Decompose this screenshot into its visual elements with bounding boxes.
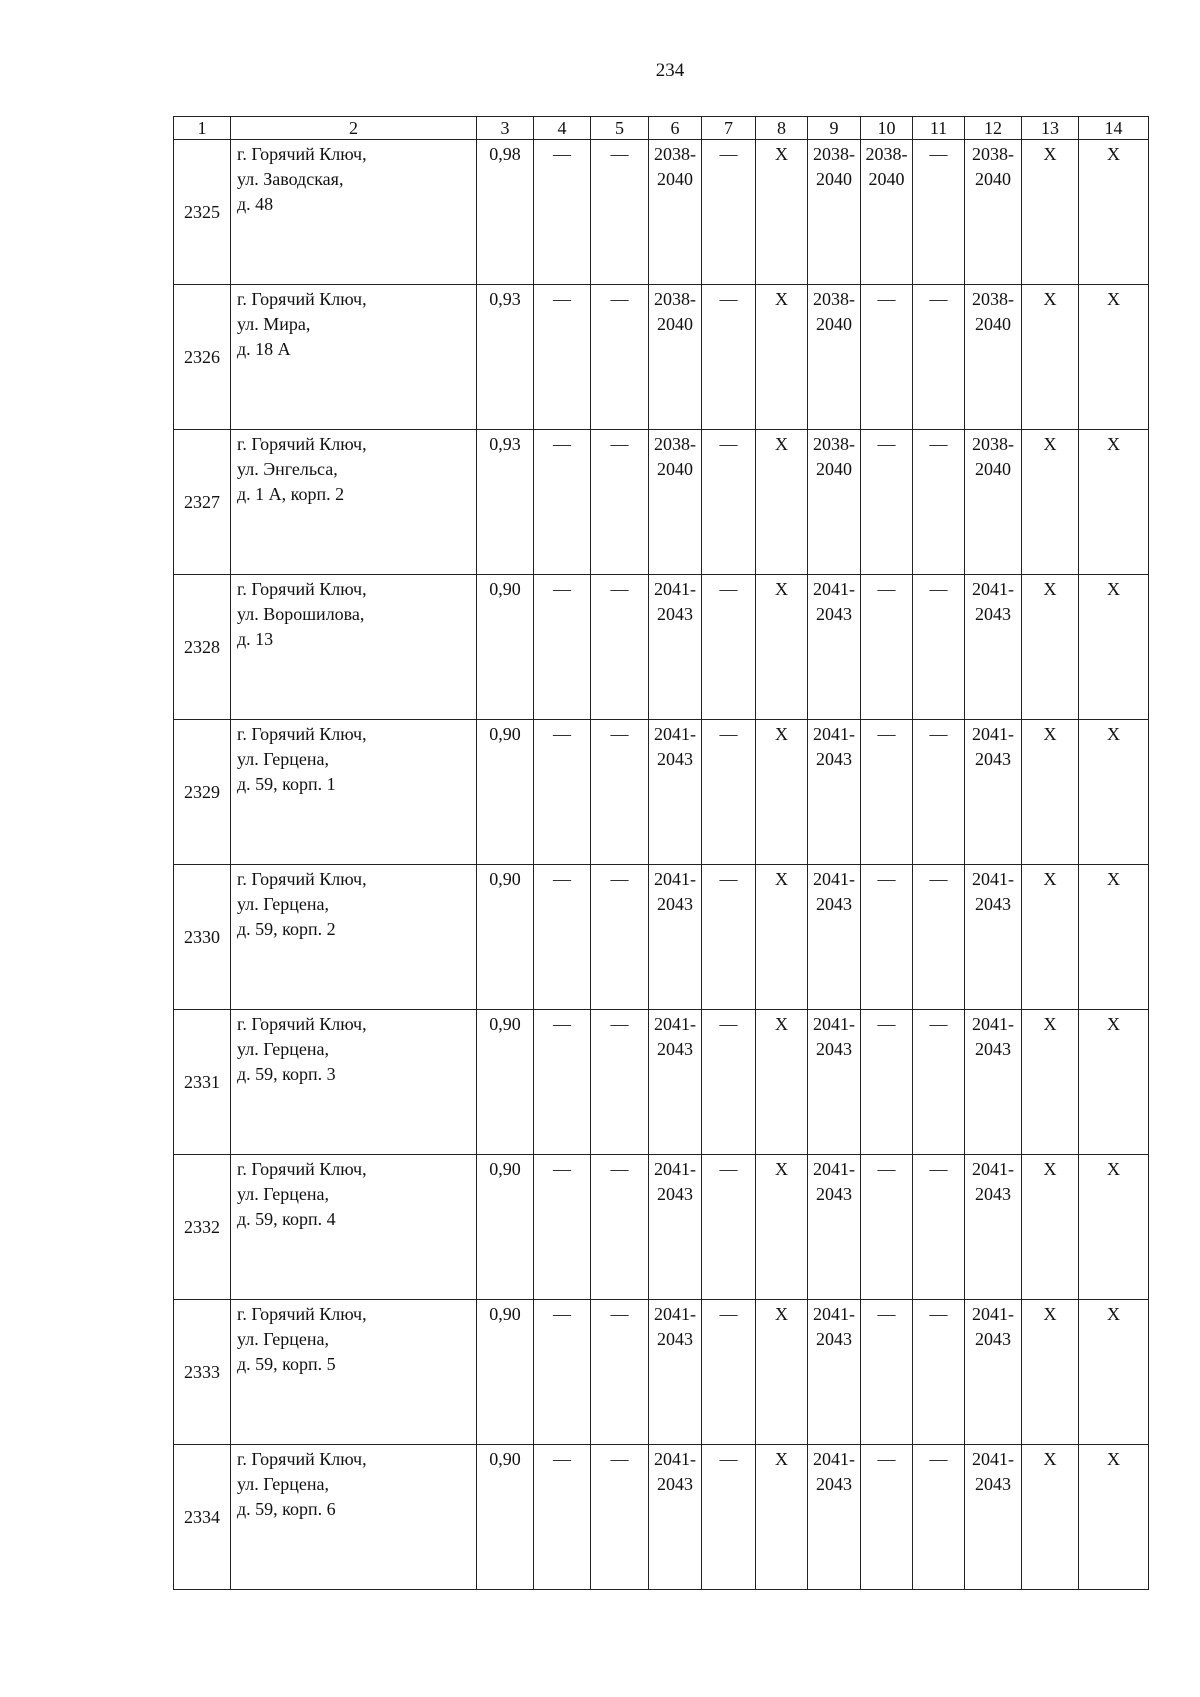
cell-line: 2043 xyxy=(975,894,1011,914)
address-cell xyxy=(231,720,477,865)
cell-c10 xyxy=(861,1445,913,1590)
address-line: д. 59, корп. 2 xyxy=(237,919,336,939)
header-cell: 14 xyxy=(1079,117,1149,140)
cell-c11: — xyxy=(913,430,965,575)
cell-line: 2041- xyxy=(972,1014,1014,1034)
address-line: г. Горячий Ключ, xyxy=(237,289,367,309)
cell-c6 xyxy=(649,1300,702,1445)
cell-c11: — xyxy=(913,575,965,720)
cell-c14: Х xyxy=(1079,430,1149,575)
cell-c4: — xyxy=(534,1445,591,1590)
cell-line: 2041- xyxy=(813,1159,855,1179)
cell-c7: — xyxy=(702,865,756,1010)
cell-c9 xyxy=(808,1010,861,1155)
cell-c5: — xyxy=(591,285,649,430)
cell-line: 2041- xyxy=(813,579,855,599)
cell-line: 2041- xyxy=(972,1159,1014,1179)
cell-c5: — xyxy=(591,720,649,865)
cell-c10 xyxy=(861,575,913,720)
cell-c3: 0,90 xyxy=(477,1300,534,1445)
header-cell: 3 xyxy=(477,117,534,140)
cell-line: 2040 xyxy=(975,314,1011,334)
cell-c11: — xyxy=(913,1010,965,1155)
address-line: ул. Мира, xyxy=(237,314,311,334)
address-line: г. Горячий Ключ, xyxy=(237,1014,367,1034)
cell-c7: — xyxy=(702,285,756,430)
cell-line: 2038- xyxy=(813,144,855,164)
cell-c11: — xyxy=(913,285,965,430)
address-line: г. Горячий Ключ, xyxy=(237,1449,367,1469)
address-cell xyxy=(231,140,477,285)
cell-line: 2038- xyxy=(972,144,1014,164)
address-line: д. 59, корп. 1 xyxy=(237,774,336,794)
cell-c7: — xyxy=(702,720,756,865)
cell-c5: — xyxy=(591,140,649,285)
address-cell xyxy=(231,1010,477,1155)
cell-c14: Х xyxy=(1079,865,1149,1010)
cell-line: 2041- xyxy=(654,1014,696,1034)
cell-line: 2041- xyxy=(813,724,855,744)
cell-line: 2043 xyxy=(816,1184,852,1204)
cell-c14: Х xyxy=(1079,1445,1149,1590)
cell-c7: — xyxy=(702,1155,756,1300)
address-line: д. 48 xyxy=(237,194,274,214)
cell-c4: — xyxy=(534,575,591,720)
address-cell xyxy=(231,575,477,720)
address-line: д. 18 А xyxy=(237,339,291,359)
cell-c3: 0,90 xyxy=(477,1445,534,1590)
cell-c5: — xyxy=(591,1445,649,1590)
cell-line: 2041- xyxy=(654,724,696,744)
cell-c9 xyxy=(808,720,861,865)
cell-c10 xyxy=(861,1010,913,1155)
address-line: г. Горячий Ключ, xyxy=(237,724,367,744)
cell-c8: Х xyxy=(756,1155,808,1300)
cell-c5: — xyxy=(591,865,649,1010)
cell-line: 2040 xyxy=(657,459,693,479)
cell-c11: — xyxy=(913,1300,965,1445)
cell-c14: Х xyxy=(1079,575,1149,720)
cell-c9 xyxy=(808,1300,861,1445)
cell-c12 xyxy=(965,1300,1022,1445)
header-cell: 8 xyxy=(756,117,808,140)
address-line: г. Горячий Ключ, xyxy=(237,144,367,164)
cell-c6 xyxy=(649,1155,702,1300)
cell-line: 2041- xyxy=(813,1449,855,1469)
cell-c4: — xyxy=(534,140,591,285)
cell-line: 2038- xyxy=(654,289,696,309)
header-cell: 9 xyxy=(808,117,861,140)
address-line: г. Горячий Ключ, xyxy=(237,579,367,599)
cell-line: 2041- xyxy=(654,579,696,599)
cell-c4: — xyxy=(534,285,591,430)
cell-c7: — xyxy=(702,140,756,285)
cell-c13: Х xyxy=(1022,140,1079,285)
header-cell: 12 xyxy=(965,117,1022,140)
cell-line: 2040 xyxy=(868,169,905,189)
row-number: 2327 xyxy=(174,430,231,575)
cell-c13: Х xyxy=(1022,1445,1079,1590)
header-cell: 5 xyxy=(591,117,649,140)
cell-line: 2038- xyxy=(813,289,855,309)
cell-line: 2040 xyxy=(816,459,852,479)
address-cell xyxy=(231,430,477,575)
cell-c3: 0,90 xyxy=(477,865,534,1010)
page-number: 234 xyxy=(655,60,685,81)
cell-line: 2038- xyxy=(813,434,855,454)
cell-c7: — xyxy=(702,430,756,575)
address-line: д. 59, корп. 5 xyxy=(237,1354,336,1374)
table-row xyxy=(174,285,1149,430)
address-line: ул. Заводская, xyxy=(237,169,344,189)
cell-c5: — xyxy=(591,430,649,575)
cell-c13: Х xyxy=(1022,1010,1079,1155)
cell-c9 xyxy=(808,430,861,575)
cell-c6 xyxy=(649,285,702,430)
cell-c6 xyxy=(649,575,702,720)
cell-c14: Х xyxy=(1079,285,1149,430)
cell-c14: Х xyxy=(1079,1300,1149,1445)
cell-line: 2043 xyxy=(975,1474,1011,1494)
cell-line: 2043 xyxy=(975,604,1011,624)
cell-c3: 0,90 xyxy=(477,720,534,865)
table-header-row xyxy=(174,117,1149,140)
cell-c9 xyxy=(808,865,861,1010)
cell-line: 2043 xyxy=(657,1184,693,1204)
cell-line: 2043 xyxy=(657,1329,693,1349)
cell-c13: Х xyxy=(1022,1155,1079,1300)
cell-line: 2040 xyxy=(657,169,693,189)
cell-c12 xyxy=(965,430,1022,575)
cell-c11: — xyxy=(913,140,965,285)
cell-line: 2038- xyxy=(865,144,908,164)
address-line: ул. Герцена, xyxy=(237,894,329,914)
cell-c12 xyxy=(965,575,1022,720)
cell-c12 xyxy=(965,285,1022,430)
cell-line: 2043 xyxy=(816,1039,852,1059)
cell-c10 xyxy=(861,865,913,1010)
cell-c4: — xyxy=(534,430,591,575)
cell-c14: Х xyxy=(1079,1155,1149,1300)
cell-line: 2043 xyxy=(975,1329,1011,1349)
cell-c3: 0,90 xyxy=(477,575,534,720)
header-cell: 7 xyxy=(702,117,756,140)
address-line: д. 1 А, корп. 2 xyxy=(237,484,345,504)
table-body xyxy=(174,117,1149,1590)
cell-line: 2041- xyxy=(813,1304,855,1324)
table-row xyxy=(174,1445,1149,1590)
cell-c4: — xyxy=(534,865,591,1010)
table-row xyxy=(174,865,1149,1010)
cell-line: 2041- xyxy=(813,869,855,889)
row-number: 2333 xyxy=(174,1300,231,1445)
table-row xyxy=(174,1010,1149,1155)
cell-c9 xyxy=(808,575,861,720)
row-number: 2332 xyxy=(174,1155,231,1300)
header-cell: 1 xyxy=(174,117,231,140)
register-table xyxy=(173,116,1149,1590)
cell-line: 2041- xyxy=(654,1159,696,1179)
cell-line: 2041- xyxy=(972,1449,1014,1469)
cell-c10 xyxy=(861,1300,913,1445)
row-number: 2329 xyxy=(174,720,231,865)
header-cell: 6 xyxy=(649,117,702,140)
cell-c10 xyxy=(861,140,913,285)
cell-c12 xyxy=(965,865,1022,1010)
cell-line: 2043 xyxy=(657,1039,693,1059)
cell-line: 2043 xyxy=(975,749,1011,769)
cell-c4: — xyxy=(534,1010,591,1155)
cell-line: 2043 xyxy=(657,894,693,914)
cell-c11: — xyxy=(913,720,965,865)
cell-c13: Х xyxy=(1022,285,1079,430)
address-line: ул. Герцена, xyxy=(237,1039,329,1059)
row-number: 2331 xyxy=(174,1010,231,1155)
cell-c9 xyxy=(808,1155,861,1300)
cell-c14: Х xyxy=(1079,140,1149,285)
cell-c5: — xyxy=(591,1010,649,1155)
cell-c12 xyxy=(965,1445,1022,1590)
cell-c8: Х xyxy=(756,1010,808,1155)
address-line: г. Горячий Ключ, xyxy=(237,869,367,889)
cell-c8: Х xyxy=(756,140,808,285)
address-cell xyxy=(231,1445,477,1590)
address-line: д. 13 xyxy=(237,629,274,649)
address-line: ул. Герцена, xyxy=(237,1329,329,1349)
cell-line: 2040 xyxy=(816,314,852,334)
cell-c3: 0,93 xyxy=(477,285,534,430)
cell-c14: Х xyxy=(1079,1010,1149,1155)
cell-line: 2040 xyxy=(975,459,1011,479)
table-row xyxy=(174,1155,1149,1300)
cell-line: 2041- xyxy=(972,724,1014,744)
cell-c9 xyxy=(808,140,861,285)
cell-c10 xyxy=(861,285,913,430)
table-row xyxy=(174,140,1149,285)
cell-c7: — xyxy=(702,1010,756,1155)
cell-c10 xyxy=(861,1155,913,1300)
row-number: 2330 xyxy=(174,865,231,1010)
address-line: д. 59, корп. 3 xyxy=(237,1064,336,1084)
address-line: ул. Энгельса, xyxy=(237,459,338,479)
cell-line: — xyxy=(877,1449,896,1469)
cell-c9 xyxy=(808,285,861,430)
cell-c13: Х xyxy=(1022,575,1079,720)
cell-line: 2043 xyxy=(816,604,852,624)
cell-line: 2040 xyxy=(657,314,693,334)
cell-c10 xyxy=(861,720,913,865)
cell-c11: — xyxy=(913,1445,965,1590)
cell-c13: Х xyxy=(1022,430,1079,575)
row-number: 2326 xyxy=(174,285,231,430)
address-line: д. 59, корп. 6 xyxy=(237,1499,336,1519)
cell-c10 xyxy=(861,430,913,575)
cell-line: 2041- xyxy=(972,1304,1014,1324)
cell-c6 xyxy=(649,430,702,575)
cell-c12 xyxy=(965,720,1022,865)
cell-c12 xyxy=(965,1010,1022,1155)
address-cell xyxy=(231,865,477,1010)
cell-line: 2040 xyxy=(816,169,852,189)
address-line: г. Горячий Ключ, xyxy=(237,1304,367,1324)
address-line: г. Горячий Ключ, xyxy=(237,434,367,454)
cell-c6 xyxy=(649,720,702,865)
address-cell xyxy=(231,1155,477,1300)
cell-c4: — xyxy=(534,1300,591,1445)
cell-c8: Х xyxy=(756,720,808,865)
cell-c13: Х xyxy=(1022,865,1079,1010)
cell-c8: Х xyxy=(756,285,808,430)
cell-line: 2038- xyxy=(972,434,1014,454)
cell-c8: Х xyxy=(756,865,808,1010)
cell-line: 2038- xyxy=(654,434,696,454)
cell-c4: — xyxy=(534,720,591,865)
cell-c5: — xyxy=(591,575,649,720)
cell-c14: Х xyxy=(1079,720,1149,865)
cell-c8: Х xyxy=(756,575,808,720)
address-line: д. 59, корп. 4 xyxy=(237,1209,336,1229)
header-cell: 11 xyxy=(913,117,965,140)
cell-line: 2041- xyxy=(972,579,1014,599)
cell-line: 2041- xyxy=(813,1014,855,1034)
cell-line: — xyxy=(877,724,896,744)
cell-line: — xyxy=(877,869,896,889)
cell-line: 2038- xyxy=(654,144,696,164)
address-line: г. Горячий Ключ, xyxy=(237,1159,367,1179)
cell-c8: Х xyxy=(756,430,808,575)
cell-line: — xyxy=(877,1014,896,1034)
cell-c3: 0,90 xyxy=(477,1155,534,1300)
cell-line: — xyxy=(877,289,896,309)
cell-c4: — xyxy=(534,1155,591,1300)
cell-line: — xyxy=(877,434,896,454)
cell-c5: — xyxy=(591,1155,649,1300)
cell-c11: — xyxy=(913,1155,965,1300)
table-row xyxy=(174,430,1149,575)
address-cell xyxy=(231,1300,477,1445)
table-row xyxy=(174,720,1149,865)
address-line: ул. Герцена, xyxy=(237,1474,329,1494)
row-number: 2325 xyxy=(174,140,231,285)
address-line: ул. Герцена, xyxy=(237,749,329,769)
cell-line: 2040 xyxy=(975,169,1011,189)
cell-c6 xyxy=(649,1010,702,1155)
table-row xyxy=(174,575,1149,720)
address-cell xyxy=(231,285,477,430)
header-cell: 10 xyxy=(861,117,913,140)
cell-c9 xyxy=(808,1445,861,1590)
row-number: 2328 xyxy=(174,575,231,720)
cell-line: 2043 xyxy=(816,1474,852,1494)
cell-c12 xyxy=(965,1155,1022,1300)
cell-line: 2043 xyxy=(657,604,693,624)
cell-c7: — xyxy=(702,575,756,720)
cell-line: 2043 xyxy=(657,749,693,769)
cell-line: 2041- xyxy=(654,1449,696,1469)
table-row xyxy=(174,1300,1149,1445)
cell-line: — xyxy=(877,1304,896,1324)
cell-line: 2041- xyxy=(654,869,696,889)
cell-c13: Х xyxy=(1022,1300,1079,1445)
cell-line: 2043 xyxy=(816,894,852,914)
cell-line: — xyxy=(877,579,896,599)
address-line: ул. Ворошилова, xyxy=(237,604,365,624)
cell-line: 2043 xyxy=(657,1474,693,1494)
cell-c6 xyxy=(649,865,702,1010)
cell-c11: — xyxy=(913,865,965,1010)
cell-c12 xyxy=(965,140,1022,285)
cell-line: 2043 xyxy=(975,1184,1011,1204)
cell-line: 2041- xyxy=(654,1304,696,1324)
cell-c5: — xyxy=(591,1300,649,1445)
cell-line: 2041- xyxy=(972,869,1014,889)
cell-c7: — xyxy=(702,1445,756,1590)
cell-c6 xyxy=(649,1445,702,1590)
address-line: ул. Герцена, xyxy=(237,1184,329,1204)
cell-c7: — xyxy=(702,1300,756,1445)
cell-line: 2043 xyxy=(975,1039,1011,1059)
cell-line: 2043 xyxy=(816,749,852,769)
cell-line: 2043 xyxy=(816,1329,852,1349)
cell-line: 2038- xyxy=(972,289,1014,309)
row-number: 2334 xyxy=(174,1445,231,1590)
cell-c3: 0,90 xyxy=(477,1010,534,1155)
cell-line: — xyxy=(877,1159,896,1179)
cell-c6 xyxy=(649,140,702,285)
cell-c8: Х xyxy=(756,1300,808,1445)
cell-c8: Х xyxy=(756,1445,808,1590)
cell-c3: 0,98 xyxy=(477,140,534,285)
header-cell: 13 xyxy=(1022,117,1079,140)
header-cell: 4 xyxy=(534,117,591,140)
header-cell: 2 xyxy=(231,117,477,140)
cell-c3: 0,93 xyxy=(477,430,534,575)
cell-c13: Х xyxy=(1022,720,1079,865)
